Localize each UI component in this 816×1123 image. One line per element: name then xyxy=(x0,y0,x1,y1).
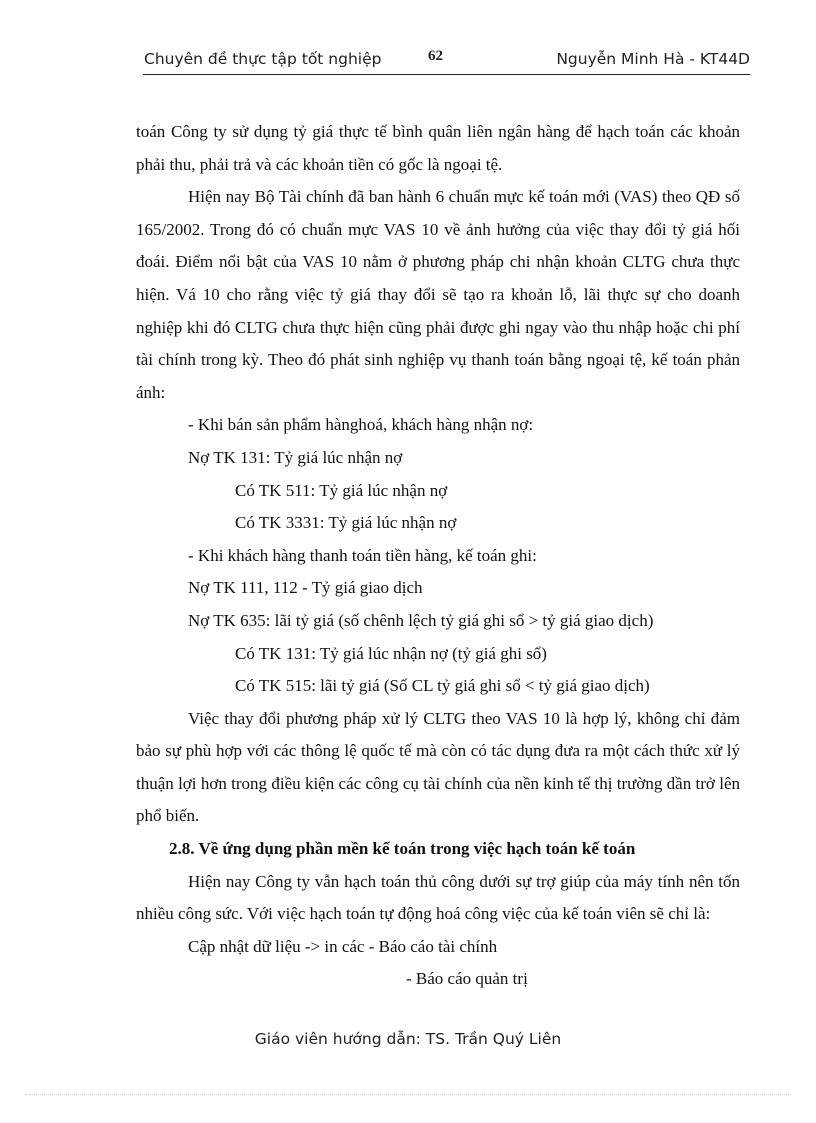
paragraph: Nợ TK 635: lãi tỷ giá (số chênh lệch tỷ giá ghi sổ > tỷ giá giao dịch) xyxy=(188,610,654,630)
paragraph: Cập nhật dữ liệu -> in các - Báo cáo tài chính xyxy=(188,936,498,956)
paragraph: toán Công ty sử dụng tỷ giá thực tế bình quân liên ngân hàng để hạch toán các khoản phải thu, phải trả và các khoản tiền có gốc là ngoại tệ. xyxy=(136,122,740,174)
paragraph: - Báo cáo quản trị xyxy=(406,969,528,989)
page-bottom-divider xyxy=(25,1094,791,1095)
paragraph: Có TK 131: Tỷ giá lúc nhận nợ (tỷ giá ghi sổ) xyxy=(235,643,547,663)
paragraph: Nợ TK 131: Tỷ giá lúc nhận nợ xyxy=(188,447,403,467)
paragraph: - Khi khách hàng thanh toán tiền hàng, kế toán ghi: xyxy=(188,545,537,565)
page-footer: Giáo viên hướng dẫn: TS. Trần Quý Liên xyxy=(254,1030,562,1048)
paragraph: Nợ TK 111, 112 - Tỷ giá giao dịch xyxy=(188,578,423,598)
paragraph: Việc thay đổi phương pháp xử lý CLTG theo VAS 10 là hợp lý, không chỉ đảm bảo sự phù hợp với các thông lệ quốc tế mà còn có tác dụng đưa ra một cách thức xử lý thuận lợi hơn trong điều kiện các công cụ tài chính của nền kinh tế thị trường dần trở lên phổ biến. xyxy=(136,708,740,826)
paragraph: Có TK 515: lãi tỷ giá (Số CL tỷ giá ghi sổ < tỷ giá giao dịch) xyxy=(235,676,650,696)
header-author: Nguyễn Minh Hà - KT44D xyxy=(556,50,750,68)
paragraph: Hiện nay Bộ Tài chính đã ban hành 6 chuẩn mực kế toán mới (VAS) theo QĐ số 165/2002. Trong đó có chuẩn mực VAS 10 về ảnh hưởng của việc thay đổi tỷ giá hối đoái. Điểm nổi bật của VAS 10 nằm ở phương pháp chi nhận khoản CLTG chưa thực hiện. Vá 10 cho rằng việc tỷ giá thay đổi sẽ tạo ra khoản lỗ, lãi thực sự cho doanh nghiệp khi đó CLTG chưa thực hiện cũng phải được ghi ngay vào thu nhập hoặc chi phí tài chính trong kỳ. Theo đó phát sinh nghiệp vụ thanh toán bằng ngoại tệ, kế toán phản ánh: xyxy=(136,187,740,402)
section-heading: 2.8. Về ứng dụng phần mền kế toán trong việc hạch toán kế toán xyxy=(169,839,636,859)
paragraph: - Khi bán sản phẩm hànghoá, khách hàng nhận nợ: xyxy=(188,415,534,435)
document-body xyxy=(136,116,740,996)
header-title: Chuyên đề thực tập tốt nghiệp xyxy=(144,50,382,68)
paragraph: Có TK 511: Tỷ giá lúc nhận nợ xyxy=(235,480,448,500)
paragraph: Hiện nay Công ty vẫn hạch toán thủ công dưới sự trợ giúp của máy tính nên tốn nhiều công sức. Với việc hạch toán tự động hoá công việc của kế toán viên sẽ chỉ là: xyxy=(136,871,740,924)
page-number: 62 xyxy=(428,48,443,64)
page-header xyxy=(143,46,750,75)
paragraph: Có TK 3331: Tỷ giá lúc nhận nợ xyxy=(235,513,457,533)
